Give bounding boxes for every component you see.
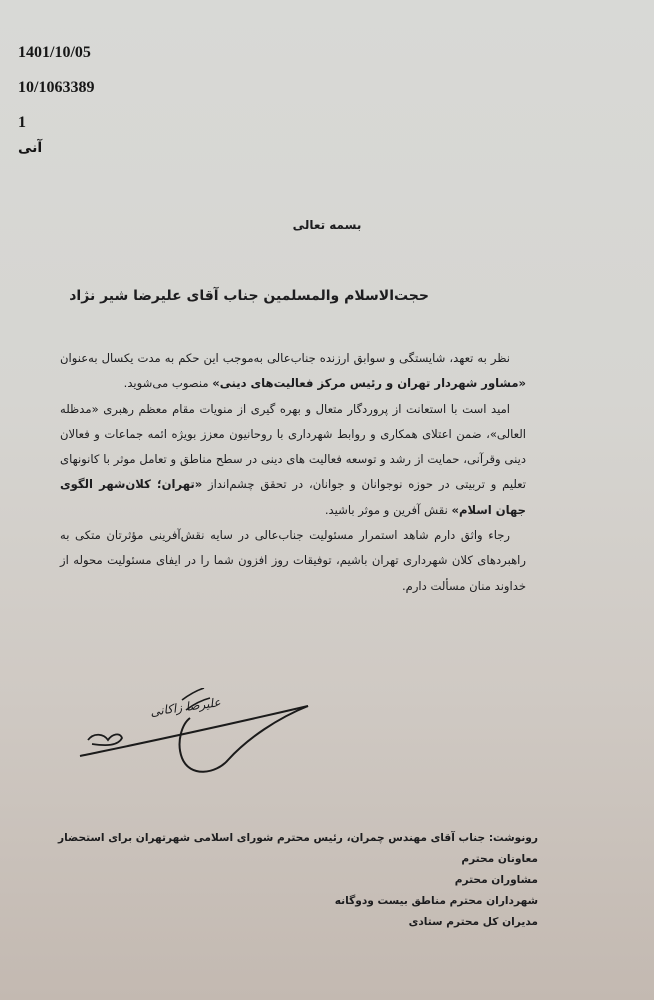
- letter-meta: [18, 44, 94, 174]
- letter-page: 1: [18, 114, 26, 131]
- paragraph-2: [60, 397, 526, 523]
- text: نظر به تعهد، شایستگی و سوابق ارزنده جناب‌عالی به‌موجب این حکم به مدت یکسال به‌عنوان: [60, 351, 510, 365]
- text: منصوب می‌شوید.: [123, 376, 213, 391]
- letter-number: 10/1063389: [18, 79, 95, 96]
- letter-agency: آنی: [18, 140, 43, 156]
- cc-line: شهرداران محترم مناطق بیست ودوگانه: [334, 895, 538, 907]
- carbon-copy-list: [58, 828, 538, 933]
- cc-line: رونوشت: جناب آقای مهندس چمران، رئیس محترم شورای اسلامی شهرتهران برای استحضار: [57, 832, 538, 844]
- vision-slogan: «تهران؛ کلان‌شهر الگوی جهان اسلام»: [60, 477, 526, 517]
- bismillah-heading: بسمه تعالی: [292, 218, 362, 232]
- letter-date: 1401/10/05: [18, 44, 91, 61]
- letter-body: [60, 346, 526, 599]
- addressee: حجت‌الاسلام والمسلمین جناب آقای علیرضا شیر نژاد: [69, 288, 429, 304]
- signature-name: علیرضا زاکانی: [149, 695, 222, 719]
- text: نقش آفرین و موثر باشید.: [324, 502, 452, 517]
- cc-line: معاونان محترم: [461, 853, 538, 865]
- position-title: «مشاور شهردار تهران و رئیس مرکز فعالیت‌های دینی»: [212, 376, 526, 391]
- text: امید است با استعانت از پروردگار متعال و بهره گیری از منویات مقام معظم رهبری «مدظله العالی»، ضمن اعتلای همکاری و روابط شهرداری با روحانیون معزز بویژه ائمه جماعات و فعالان دینی وقرآنی، حمایت از رشد و توسعه فعالیت های دینی در سطح مناطق و تعامل موثر با کانونهای تعلیم و تربیتی در حوزه نوجوانان و جوانان، در تحقق چشم‌انداز: [60, 401, 526, 492]
- cc-line: مدیران کل محترم ستادی: [408, 916, 538, 928]
- paragraph-1: [60, 346, 526, 397]
- paragraph-3: رجاء واثق دارم شاهد استمرار مسئولیت جناب‌عالی در سایه نقش‌آفرینی مؤثرتان متکی به راهبردهای کلان شهرداری تهران باشیم، توفیقات روز افزون شما را در ایفای مسئولیت محوله از خداوند منان مسألت دارم.: [60, 528, 526, 593]
- cc-line: مشاوران محترم: [454, 874, 538, 886]
